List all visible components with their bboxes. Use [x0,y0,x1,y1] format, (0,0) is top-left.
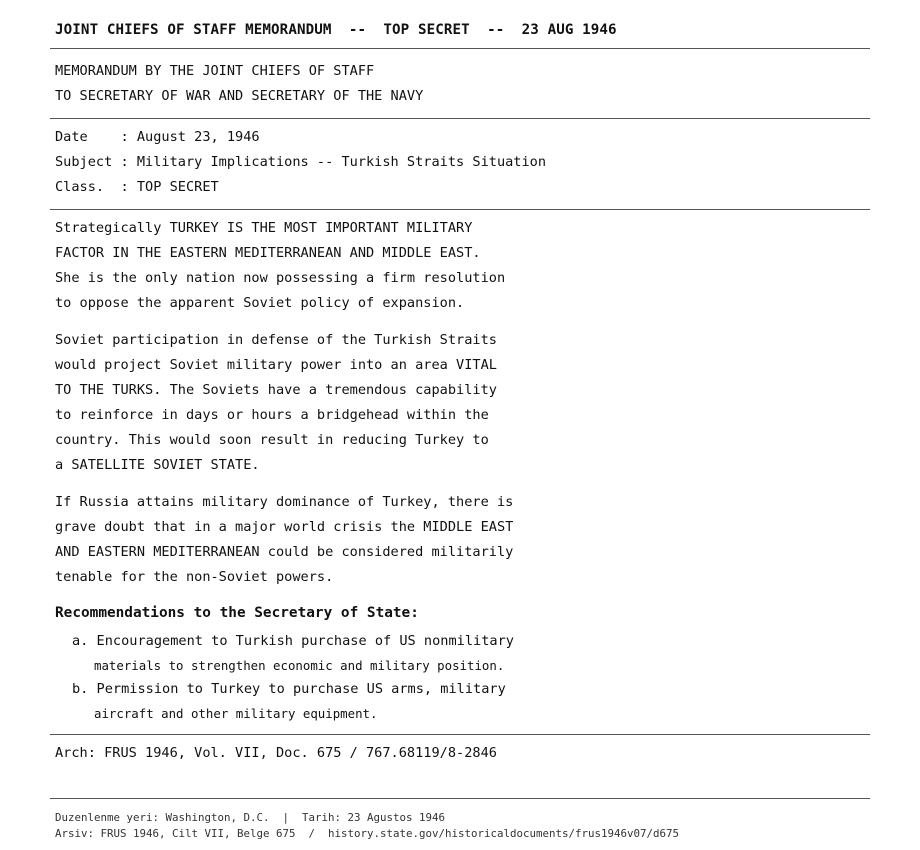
body-line: AND EASTERN MEDITERRANEAN could be considered militarily [55,544,514,560]
body-line: She is the only nation now possessing a firm resolution [55,270,506,286]
recommendation-b-detail: aircraft and other military equipment. [94,706,378,721]
recommendations-heading: Recommendations to the Secretary of State: [55,605,419,621]
body-line: TO THE TURKS. The Soviets have a tremendous capability [55,382,497,398]
body-line: tenable for the non-Soviet powers. [55,569,334,585]
body-line: Soviet participation in defense of the Turkish Straits [55,332,497,348]
recommendation-a-detail: materials to strengthen economic and military position. [94,658,505,673]
divider [50,734,870,735]
document-title: JOINT CHIEFS OF STAFF MEMORANDUM -- TOP SECRET -- 23 AUG 1946 [55,22,617,38]
meta-date: Date : August 23, 1946 [55,129,260,145]
recommendation-b: b. Permission to Turkey to purchase US arms, military [72,681,506,697]
footer-divider [50,798,870,799]
body-line: country. This would soon result in reducing Turkey to [55,432,489,448]
meta-subject: Subject : Military Implications -- Turkish Straits Situation [55,154,547,170]
recommendation-a: a. Encouragement to Turkish purchase of US nonmilitary [72,633,514,649]
addressee-line: TO SECRETARY OF WAR AND SECRETARY OF THE NAVY [55,88,424,104]
footer-line: Duzenlenme yeri: Washington, D.C. | Tarih: 23 Agustos 1946 [55,811,446,824]
body-line: grave doubt that in a major world crisis the MIDDLE EAST [55,519,514,535]
body-line: FACTOR IN THE EASTERN MEDITERRANEAN AND MIDDLE EAST. [55,245,481,261]
footer-line: Arsiv: FRUS 1946, Cilt VII, Belge 675 / history.state.gov/historicaldocuments/frus1946v07/d675 [55,827,680,840]
divider [50,118,870,119]
divider [50,48,870,49]
body-line: If Russia attains military dominance of Turkey, there is [55,494,514,510]
divider [50,209,870,210]
body-line: Strategically TURKEY IS THE MOST IMPORTANT MILITARY [55,220,473,236]
body-line: to oppose the apparent Soviet policy of expansion. [55,295,465,311]
archive-reference: Arch: FRUS 1946, Vol. VII, Doc. 675 / 767.68119/8-2846 [55,745,497,761]
meta-classification: Class. : TOP SECRET [55,179,219,195]
addressee-line: MEMORANDUM BY THE JOINT CHIEFS OF STAFF [55,63,375,79]
body-line: to reinforce in days or hours a bridgehead within the [55,407,489,423]
body-line: a SATELLITE SOVIET STATE. [55,457,260,473]
body-line: would project Soviet military power into an area VITAL [55,357,497,373]
